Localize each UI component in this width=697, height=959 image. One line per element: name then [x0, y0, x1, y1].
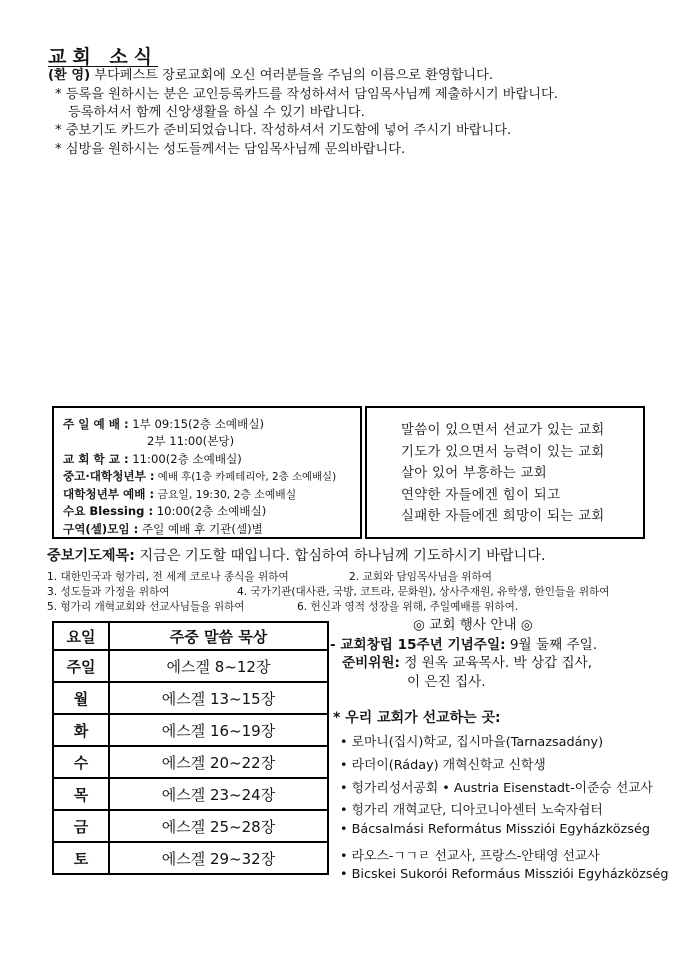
day-cell: 금: [53, 810, 109, 842]
notice-item: 등록하셔서 함께 신앙생활을 하실 수 있기 바랍니다.: [68, 105, 365, 120]
table-row: [53, 682, 328, 714]
prayer-heading: [47, 545, 546, 565]
meditation-schedule-table: [52, 621, 329, 875]
welcome-line: [48, 67, 493, 85]
prayer-items-row: [47, 584, 687, 598]
prayer-items-row: [47, 569, 687, 583]
reading-cell: 에스겔 20~22장: [109, 746, 328, 778]
prayer-text: 지금은 기도할 때입니다. 합심하여 하나님께 기도하시기 바랍니다.: [134, 548, 546, 564]
table-row: [53, 810, 328, 842]
worship-value: 2부 11:00(본당): [147, 434, 235, 449]
prayer-item: 4. 국가기관(대사관, 국방, 코트라, 문화원), 상사주재원, 유학생, 한인들을 위하여: [237, 586, 610, 598]
day-cell: 토: [53, 842, 109, 874]
worship-value: 금요일, 19:30, 2층 소예배실: [154, 488, 297, 502]
table-row: [53, 650, 328, 682]
worship-value: 주일 예배 후 기관(셀)별: [138, 521, 263, 536]
anniversary-line: [330, 633, 597, 653]
day-cell: 화: [53, 714, 109, 746]
worship-row: [63, 433, 360, 450]
column-header: 주중 말씀 묵상: [109, 622, 328, 650]
worship-label: 대학청년부 예배 :: [63, 487, 155, 502]
mission-item: • Bicskei Sukorói Reformáus Missziói Egyházközség: [340, 867, 669, 882]
worship-value: 1부 09:15(2층 소예배실): [128, 417, 265, 431]
mission-item: • 헝가리 개혁교단, 디아코니아센터 노숙자쉼터: [340, 803, 603, 818]
prayer-item: 5. 헝가리 개혁교회와 선교사님들을 위하여: [47, 601, 245, 613]
worship-row: [63, 503, 360, 520]
motto-line: 말씀이 있으면서 선교가 있는 교회: [401, 423, 605, 438]
day-cell: 목: [53, 778, 109, 810]
mission-item: • 라오스-ㄱㄱㄹ 선교사, 프랑스-안태영 선교사: [340, 849, 600, 864]
notice-item: * 심방을 원하시는 성도들께서는 담임목사님께 문의바랍니다.: [55, 142, 406, 157]
table-row: [53, 746, 328, 778]
table-row: [53, 842, 328, 874]
prayer-item: 6. 헌신과 영적 성장을 위해, 주일예배를 위하여.: [297, 601, 519, 613]
worship-label: 교 회 학 교 :: [63, 451, 129, 466]
prayer-items-row: [47, 599, 687, 613]
table-row: [53, 778, 328, 810]
prayer-item: 3. 성도들과 가정을 위하여: [47, 586, 170, 598]
reading-cell: 에스겔 13~15장: [109, 682, 328, 714]
motto-line: 기도가 있으면서 능력이 있는 교회: [401, 444, 605, 460]
missions-heading: * 우리 교회가 선교하는 곳:: [333, 710, 501, 726]
worship-row: [63, 468, 360, 486]
mission-item: • 헝가리성서공회 • Austria Eisenstadt-이준승 선교사: [340, 781, 653, 796]
welcome-label: (환 영): [48, 68, 91, 83]
column-header: 요일: [53, 622, 109, 650]
table-header-row: [53, 622, 328, 650]
page-title: 교회 소식: [48, 46, 159, 68]
worship-row: [63, 416, 360, 433]
church-motto-box: [365, 406, 645, 539]
table-row: [53, 714, 328, 746]
motto-line: 살아 있어 부흥하는 교회: [401, 466, 548, 482]
worship-label: 구역(셀)모임 :: [63, 521, 139, 536]
reading-cell: 에스겔 25~28장: [109, 810, 328, 842]
worship-value: 10:00(2층 소예배실): [153, 504, 267, 519]
worship-label: 수요 Blessing :: [63, 504, 154, 519]
committee-label: 준비위원:: [342, 655, 400, 671]
worship-row: [63, 486, 360, 503]
committee-line: [342, 651, 592, 671]
reading-cell: 에스겔 16~19장: [109, 714, 328, 746]
day-cell: 월: [53, 682, 109, 714]
motto-line: 연약한 자들에겐 힘이 되고: [401, 487, 561, 503]
worship-label: 중고·대학청년부 :: [63, 468, 155, 483]
worship-label: 주 일 예 배 :: [63, 417, 129, 431]
prayer-item: 1. 대한민국과 헝가리, 전 세계 코로나 종식을 위하여: [47, 571, 289, 583]
prayer-label: 중보기도제목:: [47, 548, 135, 564]
committee-line-2: 이 은진 집사.: [407, 674, 486, 690]
day-cell: 주일: [53, 650, 109, 682]
mission-item: • 라더이(Ráday) 개혁신학교 신학생: [340, 758, 546, 773]
notice-item: * 등록을 원하시는 분은 교인등록카드를 작성하셔서 담임목사님께 제출하시기 바랍니다.: [55, 87, 558, 102]
worship-value: 11:00(2층 소예배실): [128, 451, 242, 466]
worship-schedule-box: [52, 406, 362, 539]
anniversary-label: - 교회창립 15주년 기념주일:: [330, 637, 506, 653]
reading-cell: 에스겔 29~32장: [109, 842, 328, 874]
worship-value: 예배 후(1층 카페테리아, 2층 소예배실): [154, 470, 337, 483]
mission-item: • 로마니(집시)학교, 집시마을(Tarnazsadány): [340, 735, 604, 750]
notice-item: * 중보기도 카드가 준비되었습니다. 작성하셔서 기도함에 넣어 주시기 바랍니다.: [55, 123, 512, 138]
worship-row: [63, 521, 360, 538]
reading-cell: 에스겔 23~24장: [109, 778, 328, 810]
events-title: ◎ 교회 행사 안내 ◎: [413, 617, 533, 633]
reading-cell: 에스겔 8~12장: [109, 650, 328, 682]
motto-line: 실패한 자들에겐 희망이 되는 교회: [401, 509, 605, 525]
worship-row: [63, 451, 360, 468]
day-cell: 수: [53, 746, 109, 778]
prayer-item: 2. 교회와 담임목사님을 위하여: [349, 571, 493, 583]
mission-item: • Bácsalmási Református Missziói Egyházközség: [340, 822, 650, 837]
committee-value: 정 원옥 교육목사. 박 상갑 집사,: [399, 655, 593, 671]
welcome-text: 부다페스트 장로교회에 오신 여러분들을 주님의 이름으로 환영합니다.: [94, 68, 494, 83]
anniversary-value: 9월 둘째 주일.: [505, 637, 598, 653]
